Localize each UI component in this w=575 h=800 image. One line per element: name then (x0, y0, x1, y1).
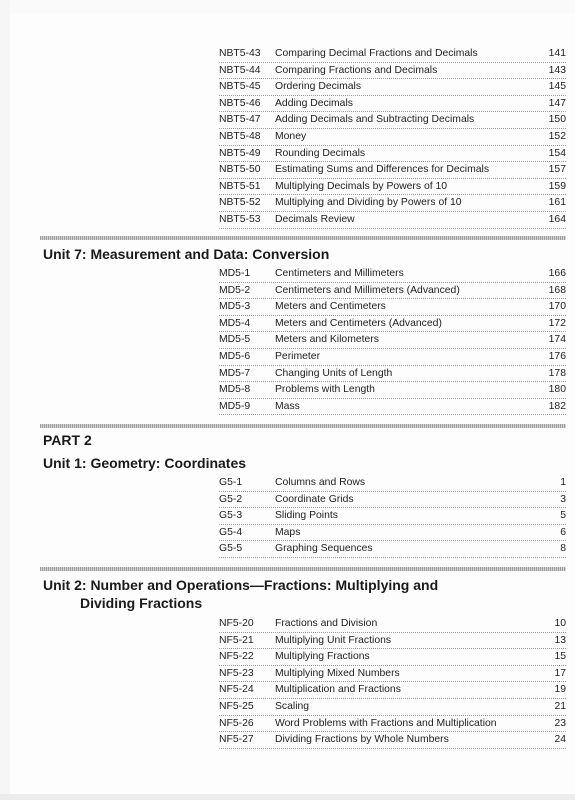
lesson-code: NBT5-51 (219, 180, 261, 192)
lesson-title: Multiplying Fractions (275, 651, 370, 663)
page-number: 147 (548, 97, 566, 109)
lesson-title: Meters and Kilometers (275, 334, 379, 346)
page-number: 24 (554, 734, 566, 746)
page-number: 166 (548, 268, 566, 279)
lesson-code: NF5-25 (219, 701, 254, 712)
lesson-title: Graphing Sequences (275, 543, 373, 555)
section-divider (40, 567, 566, 571)
toc-row (219, 716, 566, 733)
lesson-title: Fractions and Division (275, 618, 378, 629)
lesson-title: Adding Decimals and Subtracting Decimals (275, 114, 475, 126)
toc-row (219, 382, 566, 399)
toc-row (219, 732, 566, 749)
page-number: 19 (554, 684, 566, 696)
toc-row (219, 283, 566, 300)
lesson-code: NF5-26 (219, 717, 254, 729)
toc-row (219, 195, 566, 212)
lesson-title: Centimeters and Millimeters (Advanced) (275, 284, 460, 296)
toc-row (219, 179, 566, 196)
page-number: 6 (560, 526, 566, 538)
toc-row (219, 63, 566, 80)
lesson-code: MD5-2 (219, 284, 251, 296)
page-number: 141 (548, 48, 566, 59)
page-number: 172 (548, 317, 566, 329)
page-number: 17 (554, 667, 566, 679)
lesson-code: NF5-27 (219, 734, 254, 746)
lesson-code: NBT5-53 (219, 214, 261, 225)
lesson-title: Money (275, 131, 307, 142)
lesson-code: MD5-1 (219, 268, 251, 279)
lesson-title: Multiplication and Fractions (275, 684, 401, 696)
page-number: 152 (548, 131, 566, 142)
lesson-code: G5-2 (219, 493, 243, 505)
lesson-title: Changing Units of Length (275, 367, 393, 379)
page-number: 170 (548, 301, 566, 313)
lesson-code: NF5-23 (219, 667, 254, 679)
page-number: 1 (560, 477, 566, 488)
lesson-code: NF5-20 (219, 618, 254, 629)
page-number: 5 (560, 510, 566, 522)
page-number: 182 (548, 400, 566, 412)
page-number: 15 (554, 651, 566, 663)
section-divider (40, 236, 566, 240)
toc-row (219, 79, 566, 96)
lesson-code: NBT5-46 (219, 97, 261, 109)
lesson-code: NBT5-47 (219, 114, 261, 126)
lesson-title: Multiplying Unit Fractions (275, 634, 392, 646)
lesson-code: MD5-8 (219, 384, 251, 396)
lesson-title: Decimals Review (275, 214, 355, 225)
lesson-title: Meters and Centimeters (275, 301, 386, 313)
lesson-code: NF5-22 (219, 651, 254, 663)
lesson-title: Multiplying and Dividing by Powers of 10 (275, 197, 462, 209)
lesson-title: Coordinate Grids (275, 493, 354, 505)
toc-row (219, 633, 566, 650)
section-divider (40, 424, 566, 428)
page-number: 21 (554, 701, 566, 712)
page-number: 164 (548, 214, 566, 225)
toc-row (219, 492, 566, 509)
page-number: 10 (554, 618, 566, 629)
unit-heading: Unit 2: Number and Operations—Fractions: Multiplying and (43, 577, 439, 593)
toc-row (219, 266, 566, 283)
unit-heading: Unit 1: Geometry: Coordinates (43, 455, 247, 471)
lesson-code: NBT5-43 (219, 48, 261, 59)
lesson-title: Problems with Length (275, 384, 375, 396)
lesson-title: Centimeters and Millimeters (275, 268, 404, 279)
page-number: 8 (560, 543, 566, 555)
lesson-title: Columns and Rows (275, 477, 366, 488)
lesson-title: Estimating Sums and Differences for Decimals (275, 164, 490, 176)
lesson-title: Maps (275, 526, 301, 538)
toc-row (219, 212, 566, 229)
lesson-title: Mass (275, 400, 300, 412)
lesson-title: Multiplying Mixed Numbers (275, 667, 400, 679)
lesson-code: MD5-6 (219, 351, 251, 362)
page-number: 13 (554, 634, 566, 646)
page-edge-left (0, 0, 10, 800)
toc-row (219, 666, 566, 683)
toc-row (219, 316, 566, 333)
page-number: 159 (548, 180, 566, 192)
toc-row (219, 508, 566, 525)
page-number: 161 (548, 197, 566, 209)
lesson-title: Word Problems with Fractions and Multiplication (275, 717, 497, 729)
lesson-title: Rounding Decimals (275, 147, 366, 159)
toc-row (219, 541, 566, 558)
page-number: 176 (548, 351, 566, 362)
toc-row (219, 616, 566, 633)
lesson-code: MD5-7 (219, 367, 251, 379)
toc-row (219, 349, 566, 366)
page-number: 150 (548, 114, 566, 126)
unit-heading: Unit 7: Measurement and Data: Conversion (43, 246, 330, 262)
lesson-title: Scaling (275, 701, 310, 712)
page-edge-top (0, 0, 575, 14)
page-number: 174 (548, 334, 566, 346)
lesson-code: G5-5 (219, 543, 243, 555)
part-heading: PART 2 (43, 432, 92, 448)
toc-row (219, 649, 566, 666)
page-number: 180 (548, 384, 566, 396)
lesson-code: NBT5-45 (219, 81, 261, 93)
unit-heading-continued: Dividing Fractions (80, 595, 203, 611)
toc-row (219, 299, 566, 316)
toc-row (219, 46, 566, 63)
toc-row (219, 699, 566, 716)
page-number: 145 (548, 81, 566, 93)
lesson-code: G5-1 (219, 477, 243, 488)
page-edge-bottom (0, 794, 575, 800)
lesson-code: NBT5-50 (219, 164, 261, 176)
page-number: 168 (548, 284, 566, 296)
toc-row (219, 162, 566, 179)
lesson-code: MD5-5 (219, 334, 251, 346)
page-number: 3 (560, 493, 566, 505)
lesson-title: Adding Decimals (275, 97, 353, 109)
toc-row (219, 146, 566, 163)
toc-row (219, 399, 566, 416)
lesson-title: Dividing Fractions by Whole Numbers (275, 734, 449, 746)
lesson-title: Comparing Decimal Fractions and Decimals (275, 48, 478, 59)
lesson-code: MD5-3 (219, 301, 251, 313)
toc-row (219, 475, 566, 492)
page-number: 143 (548, 64, 566, 76)
lesson-title: Comparing Fractions and Decimals (275, 64, 438, 76)
page-number: 178 (548, 367, 566, 379)
toc-row (219, 96, 566, 113)
lesson-code: NBT5-49 (219, 147, 261, 159)
page-number: 154 (548, 147, 566, 159)
lesson-code: NF5-21 (219, 634, 254, 646)
lesson-code: NBT5-44 (219, 64, 261, 76)
lesson-title: Multiplying Decimals by Powers of 10 (275, 180, 448, 192)
lesson-title: Perimeter (275, 351, 321, 362)
lesson-code: G5-3 (219, 510, 243, 522)
lesson-code: NBT5-52 (219, 197, 261, 209)
lesson-title: Ordering Decimals (275, 81, 362, 93)
toc-row (219, 682, 566, 699)
toc-row (219, 332, 566, 349)
lesson-title: Sliding Points (275, 510, 338, 522)
lesson-title: Meters and Centimeters (Advanced) (275, 317, 442, 329)
page-number: 157 (548, 164, 566, 176)
toc-row (219, 366, 566, 383)
page-number: 23 (554, 717, 566, 729)
lesson-code: G5-4 (219, 526, 243, 538)
toc-row (219, 525, 566, 542)
toc-row (219, 112, 566, 129)
lesson-code: NF5-24 (219, 684, 254, 696)
lesson-code: NBT5-48 (219, 131, 261, 142)
lesson-code: MD5-9 (219, 400, 251, 412)
lesson-code: MD5-4 (219, 317, 251, 329)
toc-row (219, 129, 566, 146)
